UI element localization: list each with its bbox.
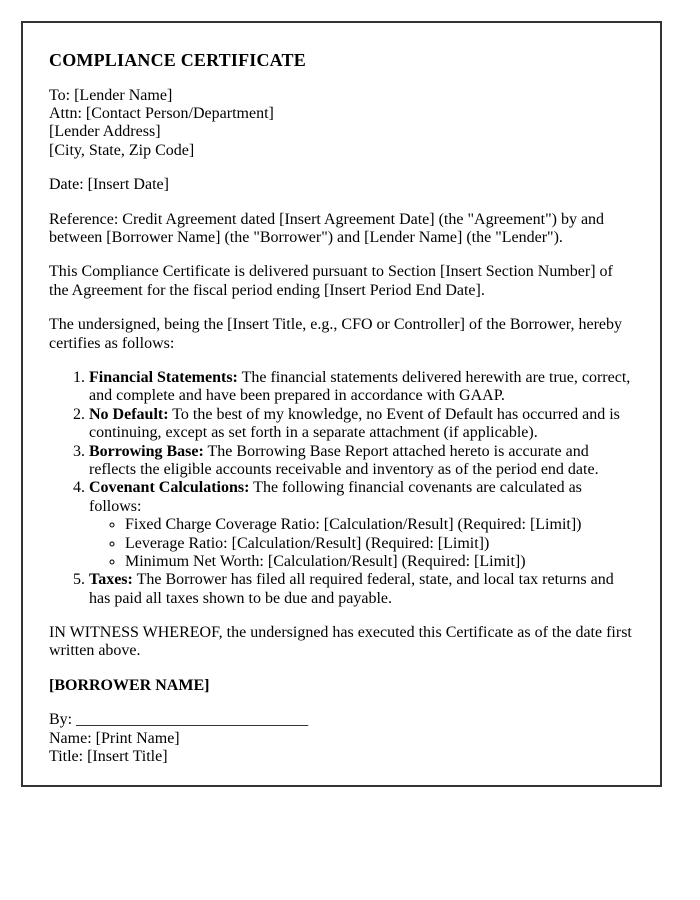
reference-paragraph: Reference: Credit Agreement dated [Insert Agreement Date] (the "Agreement") by and between [Borrower Name] (the "Borrower") and [Lender Name] (the "Lender"). <box>49 210 605 247</box>
certification-intro: The undersigned, being the [Insert Title, e.g., CFO or Controller] of the Borrower, hereby certifies as follows: <box>49 316 623 352</box>
list-item-text: The Borrower has filed all required federal, state, and local tax returns and has paid all taxes shown to be due and payable. <box>89 571 614 607</box>
list-item-text: The following financial covenants are calculated as follows: <box>89 479 582 515</box>
list-item-label: No Default: <box>89 405 169 423</box>
recipient-address-line: [Lender Address] <box>49 123 161 141</box>
date-line: Date: [Insert Date] <box>49 176 169 194</box>
borrower-name-heading: [BORROWER NAME] <box>49 676 210 694</box>
witness-paragraph: IN WITNESS WHEREOF, the undersigned has executed this Certificate as of the date first written above. <box>49 624 632 660</box>
signature-name-line: Name: [Print Name] <box>49 729 180 747</box>
sub-list-item-minimum-net-worth: ◦ Minimum Net Worth: [Calculation/Result] (Required: [Limit]) <box>125 553 634 571</box>
recipient-city-line: [City, State, Zip Code] <box>49 141 195 159</box>
list-item-label: Covenant Calculations: <box>89 479 250 497</box>
delivery-paragraph: This Compliance Certificate is delivered pursuant to Section [Insert Section Number] of the Agreement for the fiscal period ending [Insert Period End Date]. <box>49 263 613 299</box>
list-item-text: The financial statements delivered herewith are true, correct, and complete and have been prepared in accordance with GAAP. <box>89 368 631 405</box>
list-item-label: Borrowing Base: <box>89 442 204 460</box>
recipient-block <box>49 87 634 161</box>
list-item-taxes <box>89 571 634 608</box>
document-page <box>21 21 662 787</box>
recipient-to-line: To: [Lender Name] <box>49 86 173 104</box>
list-item-text: To the best of my knowledge, no Event of Default has occurred and is continuing, except as set forth in a separate attachment (if applicable). <box>89 405 620 442</box>
document-title: COMPLIANCE CERTIFICATE <box>49 50 306 70</box>
list-item-borrowing-base <box>89 443 634 480</box>
signature-block <box>49 711 634 766</box>
list-item-covenant-calculations <box>89 479 634 571</box>
signature-by-label: By: <box>49 711 77 729</box>
list-item-text: The Borrowing Base Report attached hereto is accurate and reflects the eligible accounts receivable and inventory as of the period end date. <box>89 442 599 478</box>
certification-list <box>49 369 634 608</box>
list-item-financial-statements <box>89 369 634 406</box>
list-item-label: Taxes: <box>89 571 133 589</box>
sub-list-item-fixed-charge: ◦ Fixed Charge Coverage Ratio: [Calculation/Result] (Required: [Limit]) <box>125 516 634 534</box>
list-item-label: Financial Statements: <box>89 368 238 386</box>
signature-title-line: Title: [Insert Title] <box>49 748 168 766</box>
signature-underline: _____________________________ <box>76 711 309 729</box>
list-item-no-default <box>89 406 634 443</box>
signature-by-line <box>49 711 634 729</box>
covenant-sub-list <box>89 516 634 571</box>
sub-list-item-leverage-ratio: ◦ Leverage Ratio: [Calculation/Result] (Required: [Limit]) <box>125 535 634 553</box>
recipient-attn-line: Attn: [Contact Person/Department] <box>49 105 274 123</box>
